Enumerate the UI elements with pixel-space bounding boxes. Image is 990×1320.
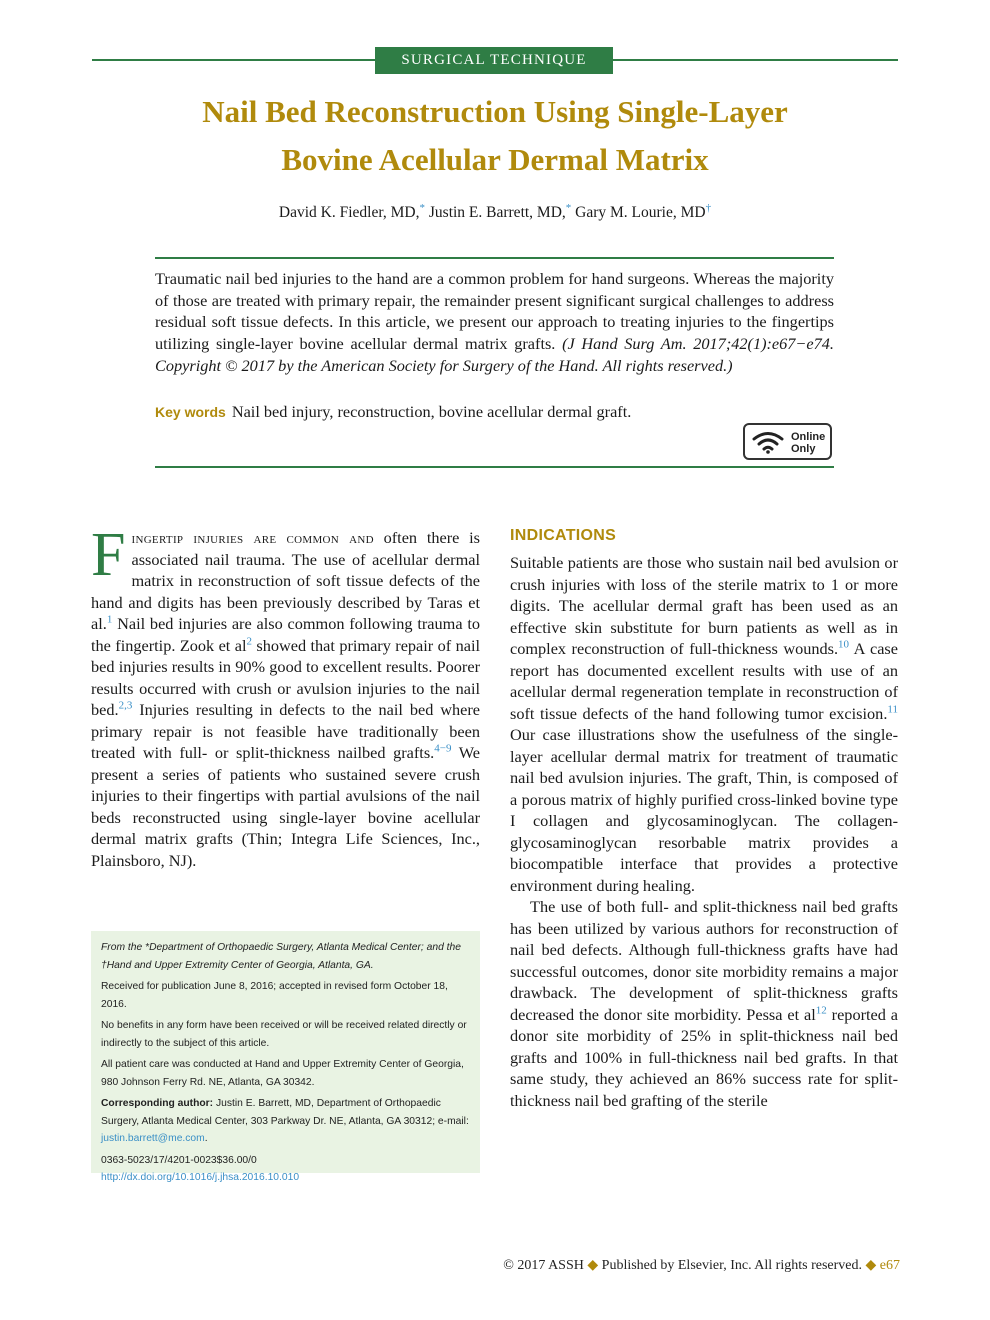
reference-link[interactable]: 12 bbox=[815, 1004, 827, 1017]
abstract bbox=[155, 268, 834, 377]
badge-line-2: Only bbox=[791, 443, 816, 455]
intro-paragraph bbox=[91, 521, 481, 871]
keywords-label: Key words bbox=[155, 404, 226, 420]
footer-copyright: © 2017 ASSH bbox=[503, 1258, 584, 1273]
abstract-citation: (J Hand Surg Am. 2017;42(1):e67−e74. Copyright © 2017 by the American Society for Surgery of the Hand. All rights reserved.) bbox=[155, 334, 834, 375]
author-list bbox=[90, 201, 900, 222]
corresponding-author-text: Justin E. Barrett, MD, Department of Orthopaedic Surgery, Atlanta Medical Center, 303 Parkway Dr. NE, Atlanta, GA 30312; e-mail: bbox=[101, 1098, 469, 1127]
intro-text: often there is associated nail trauma. The use of acellular dermal matrix in reconstruction of soft tissue defects of the hand and digits has been previously described by Taras et al. bbox=[91, 528, 481, 633]
corresponding-author-end: . bbox=[204, 1133, 208, 1144]
footnote-affiliation: From the *Department of Orthopaedic Surgery, Atlanta Medical Center; and the †Hand and Upper Extremity Center of Georgia, Atlanta, GA. bbox=[101, 942, 461, 971]
footnote-benefits: No benefits in any form have been received or will be received related directly or indirectly to the subject of this article. bbox=[101, 1020, 467, 1049]
article-title bbox=[90, 88, 900, 184]
page-footer bbox=[400, 1257, 900, 1274]
footnote-patient-care: All patient care was conducted at Hand and Upper Extremity Center of Georgia, 980 Johnson Ferry Rd. NE, Atlanta, GA 30342. bbox=[101, 1059, 464, 1088]
author-affiliation-mark[interactable]: * bbox=[419, 201, 425, 214]
footnote-corresponding-author bbox=[101, 1095, 470, 1148]
article-footnotes bbox=[91, 931, 480, 1183]
doi-link[interactable]: http://dx.doi.org/10.1016/j.jhsa.2016.10.010 bbox=[101, 1172, 300, 1183]
section-label: SURGICAL TECHNIQUE bbox=[375, 47, 613, 74]
corresponding-author-label: Corresponding author: bbox=[101, 1098, 214, 1109]
email-link[interactable]: justin.barrett@me.com bbox=[101, 1133, 205, 1144]
author-affiliation-mark[interactable]: * bbox=[565, 201, 572, 214]
abstract-top-rule bbox=[155, 257, 834, 259]
author-name: Justin E. Barrett, MD, bbox=[428, 204, 566, 221]
footer-separator: ◆ bbox=[865, 1258, 877, 1273]
title-line-1: Nail Bed Reconstruction Using Single-Layer bbox=[202, 94, 788, 129]
reference-link[interactable]: 2,3 bbox=[118, 699, 133, 712]
author-affiliation-mark[interactable]: † bbox=[705, 201, 712, 214]
title-line-2: Bovine Acellular Dermal Matrix bbox=[281, 142, 709, 177]
keywords bbox=[155, 402, 834, 422]
indications-body bbox=[510, 552, 898, 1111]
indications-paragraph-2 bbox=[510, 896, 898, 1111]
online-only-badge bbox=[743, 423, 832, 460]
body-text: reported a donor site morbidity of 25% in split-thickness nail bed grafts and 100% in full-thickness nail bed grafts. In that same study, they achieved an 86% success rate for split-thickness nail bed grafting of the sterile bbox=[510, 1004, 899, 1110]
keywords-text: Nail bed injury, reconstruction, bovine acellular dermal graft. bbox=[231, 402, 632, 421]
body-text: A case report has documented excellent results with use of an acellular dermal regeneration template in reconstruction of soft tissue defects of the hand following tumor excision. bbox=[510, 639, 898, 723]
intro-text: Injuries resulting in defects to the nail bed where primary repair is not feasible have traditionally been treated with full- or split-thickness nailbed grafts. bbox=[91, 700, 480, 762]
lead-in-smallcaps: ingertip injuries are common and bbox=[131, 528, 374, 547]
body-text: Suitable patients are those who sustain nail bed avulsion or crush injuries with loss of the sterile matrix to 1 or more digits. The acellular dermal graft has been used as an effective skin substitute for burn patients as well as in complex reconstruction of full-thickness wounds. bbox=[510, 553, 898, 658]
drop-cap: F bbox=[91, 521, 126, 589]
footer-separator: ◆ bbox=[587, 1258, 599, 1273]
footnote-identifiers bbox=[101, 1152, 470, 1187]
intro-text: Nail bed injuries are also common following trauma to the fingertip. Zook et al bbox=[91, 614, 480, 655]
section-heading-indications: INDICATIONS bbox=[510, 527, 617, 544]
author-name: David K. Fiedler, MD, bbox=[278, 204, 420, 221]
reference-link[interactable]: 4−9 bbox=[434, 742, 452, 755]
footnote-received: Received for publication June 8, 2016; accepted in revised form October 18, 2016. bbox=[101, 981, 448, 1010]
issn-text: 0363-5023/17/4201-0023$36.00/0 bbox=[101, 1154, 257, 1166]
page-number: e67 bbox=[879, 1258, 900, 1273]
intro-text: showed that primary repair of nail bed injuries results in 90% good to excellent results. Poorer results occurred with crush or avulsion injuries to the nail bed. bbox=[91, 635, 480, 719]
body-text: The use of both full- and split-thickness nail bed grafts has been utilized by various authors for reconstruction of nail bed defects. Although full-thickness grafts have had successful outcomes, donor site morbidity remains a major drawback. The development of split-thickness grafts decreased the donor site morbidity. Pessa et al bbox=[510, 897, 898, 1024]
reference-link[interactable]: 2 bbox=[246, 635, 252, 648]
body-text: Our case illustrations show the usefulness of the single-layer acellular dermal matrix for treatment of traumatic nail bed avulsion injuries. The graft, Thin, is composed of a porous matrix of highly purified cross-linked bovine type I collagen and glycosaminoglycan. The collagen-glycosaminoglycan resorbable matrix provides a biocompatible interface that provides a protective environment during healing. bbox=[510, 725, 898, 895]
wifi-icon bbox=[751, 430, 785, 454]
reference-link[interactable]: 1 bbox=[106, 613, 113, 626]
footer-publisher: Published by Elsevier, Inc. All rights reserved. bbox=[601, 1258, 862, 1273]
reference-link[interactable]: 10 bbox=[838, 638, 850, 651]
author-name: Gary M. Lourie, MD bbox=[575, 204, 706, 221]
badge-line-1: Online bbox=[791, 431, 826, 443]
reference-link[interactable]: 11 bbox=[887, 703, 898, 716]
abstract-text: Traumatic nail bed injuries to the hand are a common problem for hand surgeons. Whereas the majority of those are treated with primary repair, the remainder present significant surgical challenges to address residual soft tissue defects. In this article, we present our approach to treating injuries to the fingertips utilizing single-layer bovine acellular dermal matrix grafts. bbox=[155, 269, 834, 354]
intro-text: We present a series of patients who sustained severe crush injuries to their fingertips with partial avulsions of the nail beds reconstructed using single-layer bovine acellular dermal matrix grafts (Thin; Integra Life Sciences, Inc., Plainsboro, NJ). bbox=[91, 743, 480, 870]
indications-paragraph-1 bbox=[510, 552, 898, 896]
abstract-bottom-rule bbox=[155, 466, 834, 468]
